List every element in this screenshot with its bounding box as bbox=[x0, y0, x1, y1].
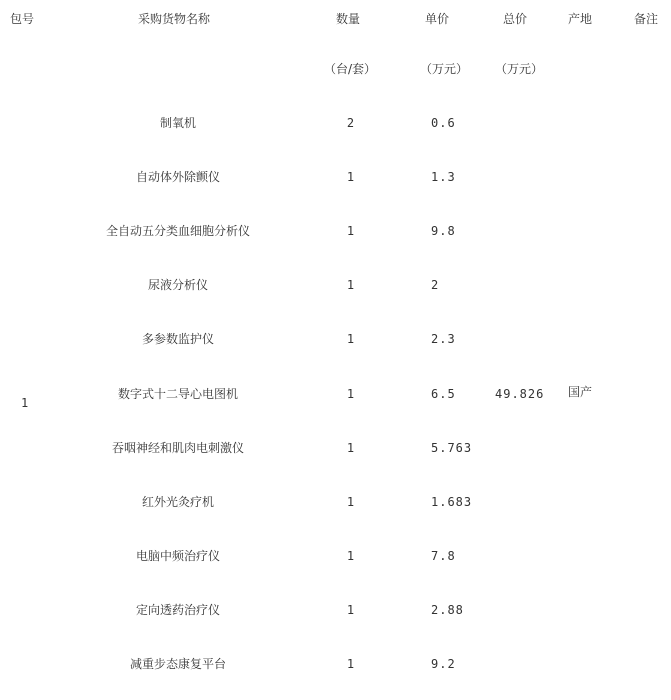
header-unit-price: 单价 bbox=[425, 12, 450, 26]
item-name: 多参数监护仪 bbox=[141, 332, 214, 346]
item-quantity: 1 bbox=[346, 603, 356, 617]
header-package: 包号 bbox=[10, 12, 35, 26]
item-unit-price: 1.683 bbox=[431, 495, 473, 509]
item-name: 吞咽神经和肌肉电刺激仪 bbox=[111, 441, 244, 455]
unit-price-unit: （万元） bbox=[420, 62, 469, 76]
item-unit-price: 2 bbox=[431, 278, 440, 292]
item-name: 定向透药治疗仪 bbox=[135, 603, 220, 617]
item-quantity: 1 bbox=[346, 441, 356, 455]
total-price-unit: （万元） bbox=[495, 62, 544, 76]
item-name: 全自动五分类血细胞分析仪 bbox=[105, 224, 250, 238]
item-quantity: 1 bbox=[346, 657, 356, 671]
item-name: 自动体外除颤仪 bbox=[135, 170, 220, 184]
item-quantity: 1 bbox=[346, 549, 356, 563]
header-item-name: 采购货物名称 bbox=[138, 12, 211, 26]
header-quantity: 数量 bbox=[336, 12, 361, 26]
item-unit-price: 7.8 bbox=[431, 549, 456, 563]
item-quantity: 1 bbox=[346, 332, 356, 346]
item-name: 电脑中频治疗仪 bbox=[135, 549, 220, 563]
item-unit-price: 1.3 bbox=[431, 170, 456, 184]
header-total-price: 总价 bbox=[503, 12, 528, 26]
quantity-unit: （台/套） bbox=[324, 62, 377, 76]
item-name: 红外光灸疗机 bbox=[141, 495, 214, 509]
item-unit-price: 9.2 bbox=[431, 657, 456, 671]
item-quantity: 1 bbox=[346, 224, 356, 238]
item-unit-price: 9.8 bbox=[431, 224, 456, 238]
item-unit-price: 6.5 bbox=[431, 387, 456, 401]
item-quantity: 1 bbox=[346, 387, 356, 401]
item-quantity: 1 bbox=[346, 495, 356, 509]
item-name: 尿液分析仪 bbox=[147, 278, 208, 292]
item-quantity: 1 bbox=[346, 278, 356, 292]
header-remark: 备注 bbox=[634, 12, 659, 26]
header-origin: 产地 bbox=[568, 12, 593, 26]
origin-value: 国产 bbox=[568, 385, 593, 399]
item-quantity: 2 bbox=[346, 116, 356, 130]
total-value: 49.826 bbox=[495, 387, 545, 401]
item-unit-price: 2.3 bbox=[431, 332, 456, 346]
item-quantity: 1 bbox=[346, 170, 356, 184]
item-name: 减重步态康复平台 bbox=[129, 657, 226, 671]
item-unit-price: 5.763 bbox=[431, 441, 473, 455]
item-name: 制氧机 bbox=[159, 116, 196, 130]
package-number: 1 bbox=[21, 396, 30, 410]
item-unit-price: 2.88 bbox=[431, 603, 464, 617]
item-unit-price: 0.6 bbox=[431, 116, 456, 130]
item-name: 数字式十二导心电图机 bbox=[117, 387, 238, 401]
